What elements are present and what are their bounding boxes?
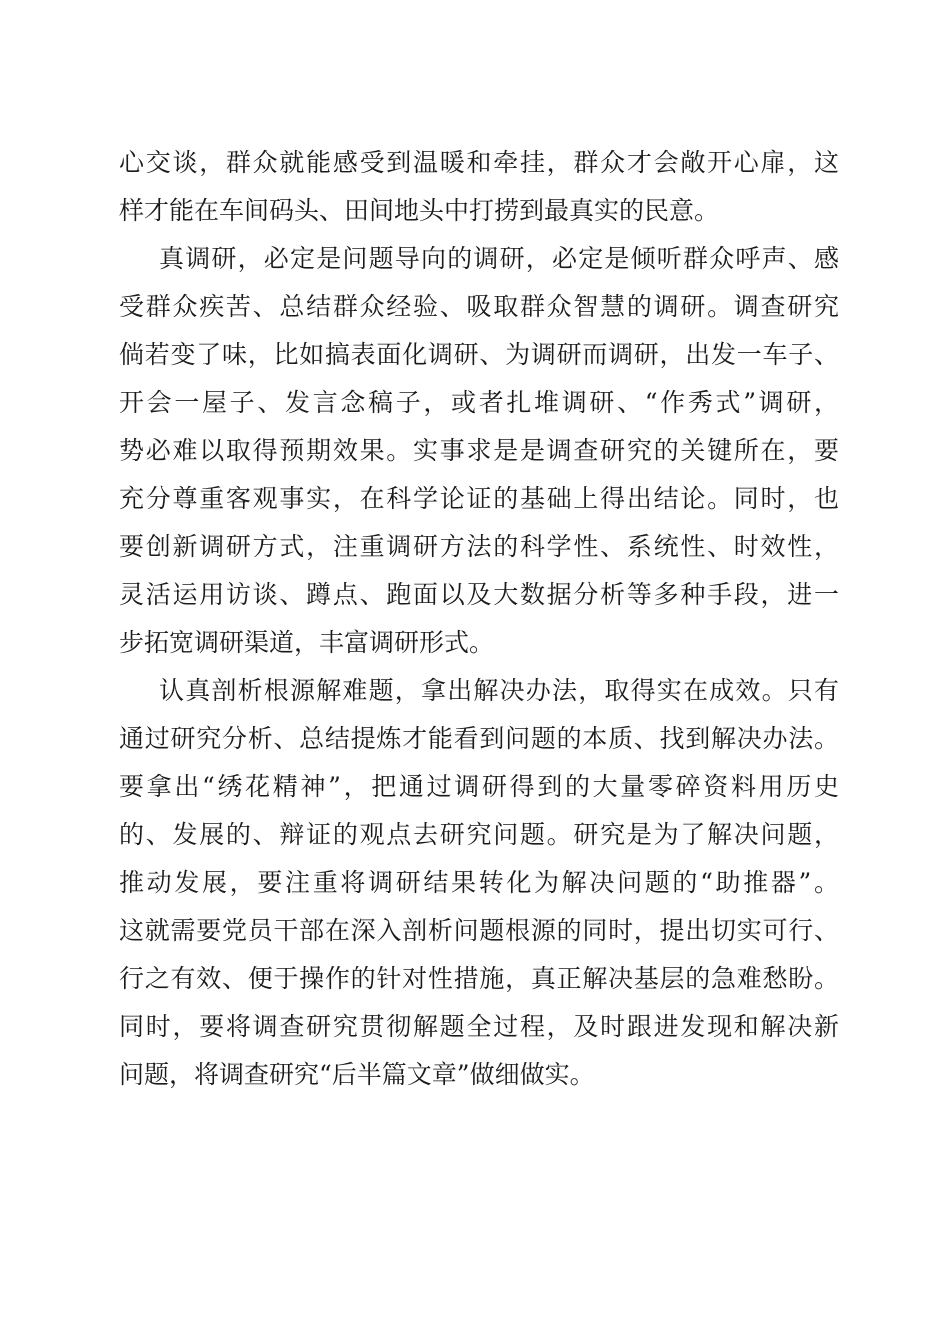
text-line: 步拓宽调研渠道，丰富调研形式。: [119, 628, 495, 657]
text-line: 开会一屋子、发言念稿子，或者扎堆调研、“作秀式”调研，: [119, 388, 839, 417]
paragraph: [119, 667, 839, 1099]
document-body: [119, 139, 839, 1099]
text-line: 心交谈，群众就能感受到温暖和牵挂，群众才会敞开心扉，这: [119, 148, 839, 177]
text-line: 这就需要党员干部在深入剖析问题根源的同时，提出切实可行、: [119, 916, 839, 945]
text-line: 受群众疾苦、总结群众经验、吸取群众智慧的调研。调查研究: [119, 292, 839, 321]
text-line: 要创新调研方式，注重调研方法的科学性、系统性、时效性，: [119, 532, 839, 561]
text-line: 势必难以取得预期效果。实事求是是调查研究的关键所在，要: [119, 436, 839, 465]
paragraph: [119, 139, 839, 235]
text-line: 充分尊重客观事实，在科学论证的基础上得出结论。同时，也: [119, 484, 839, 513]
text-line: 的、发展的、辩证的观点去研究问题。研究是为了解决问题，: [119, 820, 839, 849]
text-line: 倘若变了味，比如搞表面化调研、为调研而调研，出发一车子、: [119, 340, 839, 369]
text-line: 真调研，必定是问题导向的调研，必定是倾听群众呼声、感: [159, 244, 839, 273]
text-line: 推动发展，要注重将调研结果转化为解决问题的“助推器”。: [119, 868, 839, 897]
text-line: 同时，要将调查研究贯彻解题全过程，及时跟进发现和解决新: [119, 1012, 839, 1041]
text-line: 行之有效、便于操作的针对性措施，真正解决基层的急难愁盼。: [119, 964, 839, 993]
text-line: 认真剖析根源解难题，拿出解决办法，取得实在成效。只有: [159, 676, 839, 705]
text-line: 要拿出“绣花精神”，把通过调研得到的大量零碎资料用历史: [119, 772, 839, 801]
text-line: 问题，将调查研究“后半篇文章”做细做实。: [119, 1060, 595, 1089]
text-line: 通过研究分析、总结提炼才能看到问题的本质、找到解决办法。: [119, 724, 839, 753]
paragraph: [119, 235, 839, 667]
text-line: 灵活运用访谈、蹲点、跑面以及大数据分析等多种手段，进一: [119, 580, 839, 609]
text-line: 样才能在车间码头、田间地头中打捞到最真实的民意。: [119, 196, 720, 225]
